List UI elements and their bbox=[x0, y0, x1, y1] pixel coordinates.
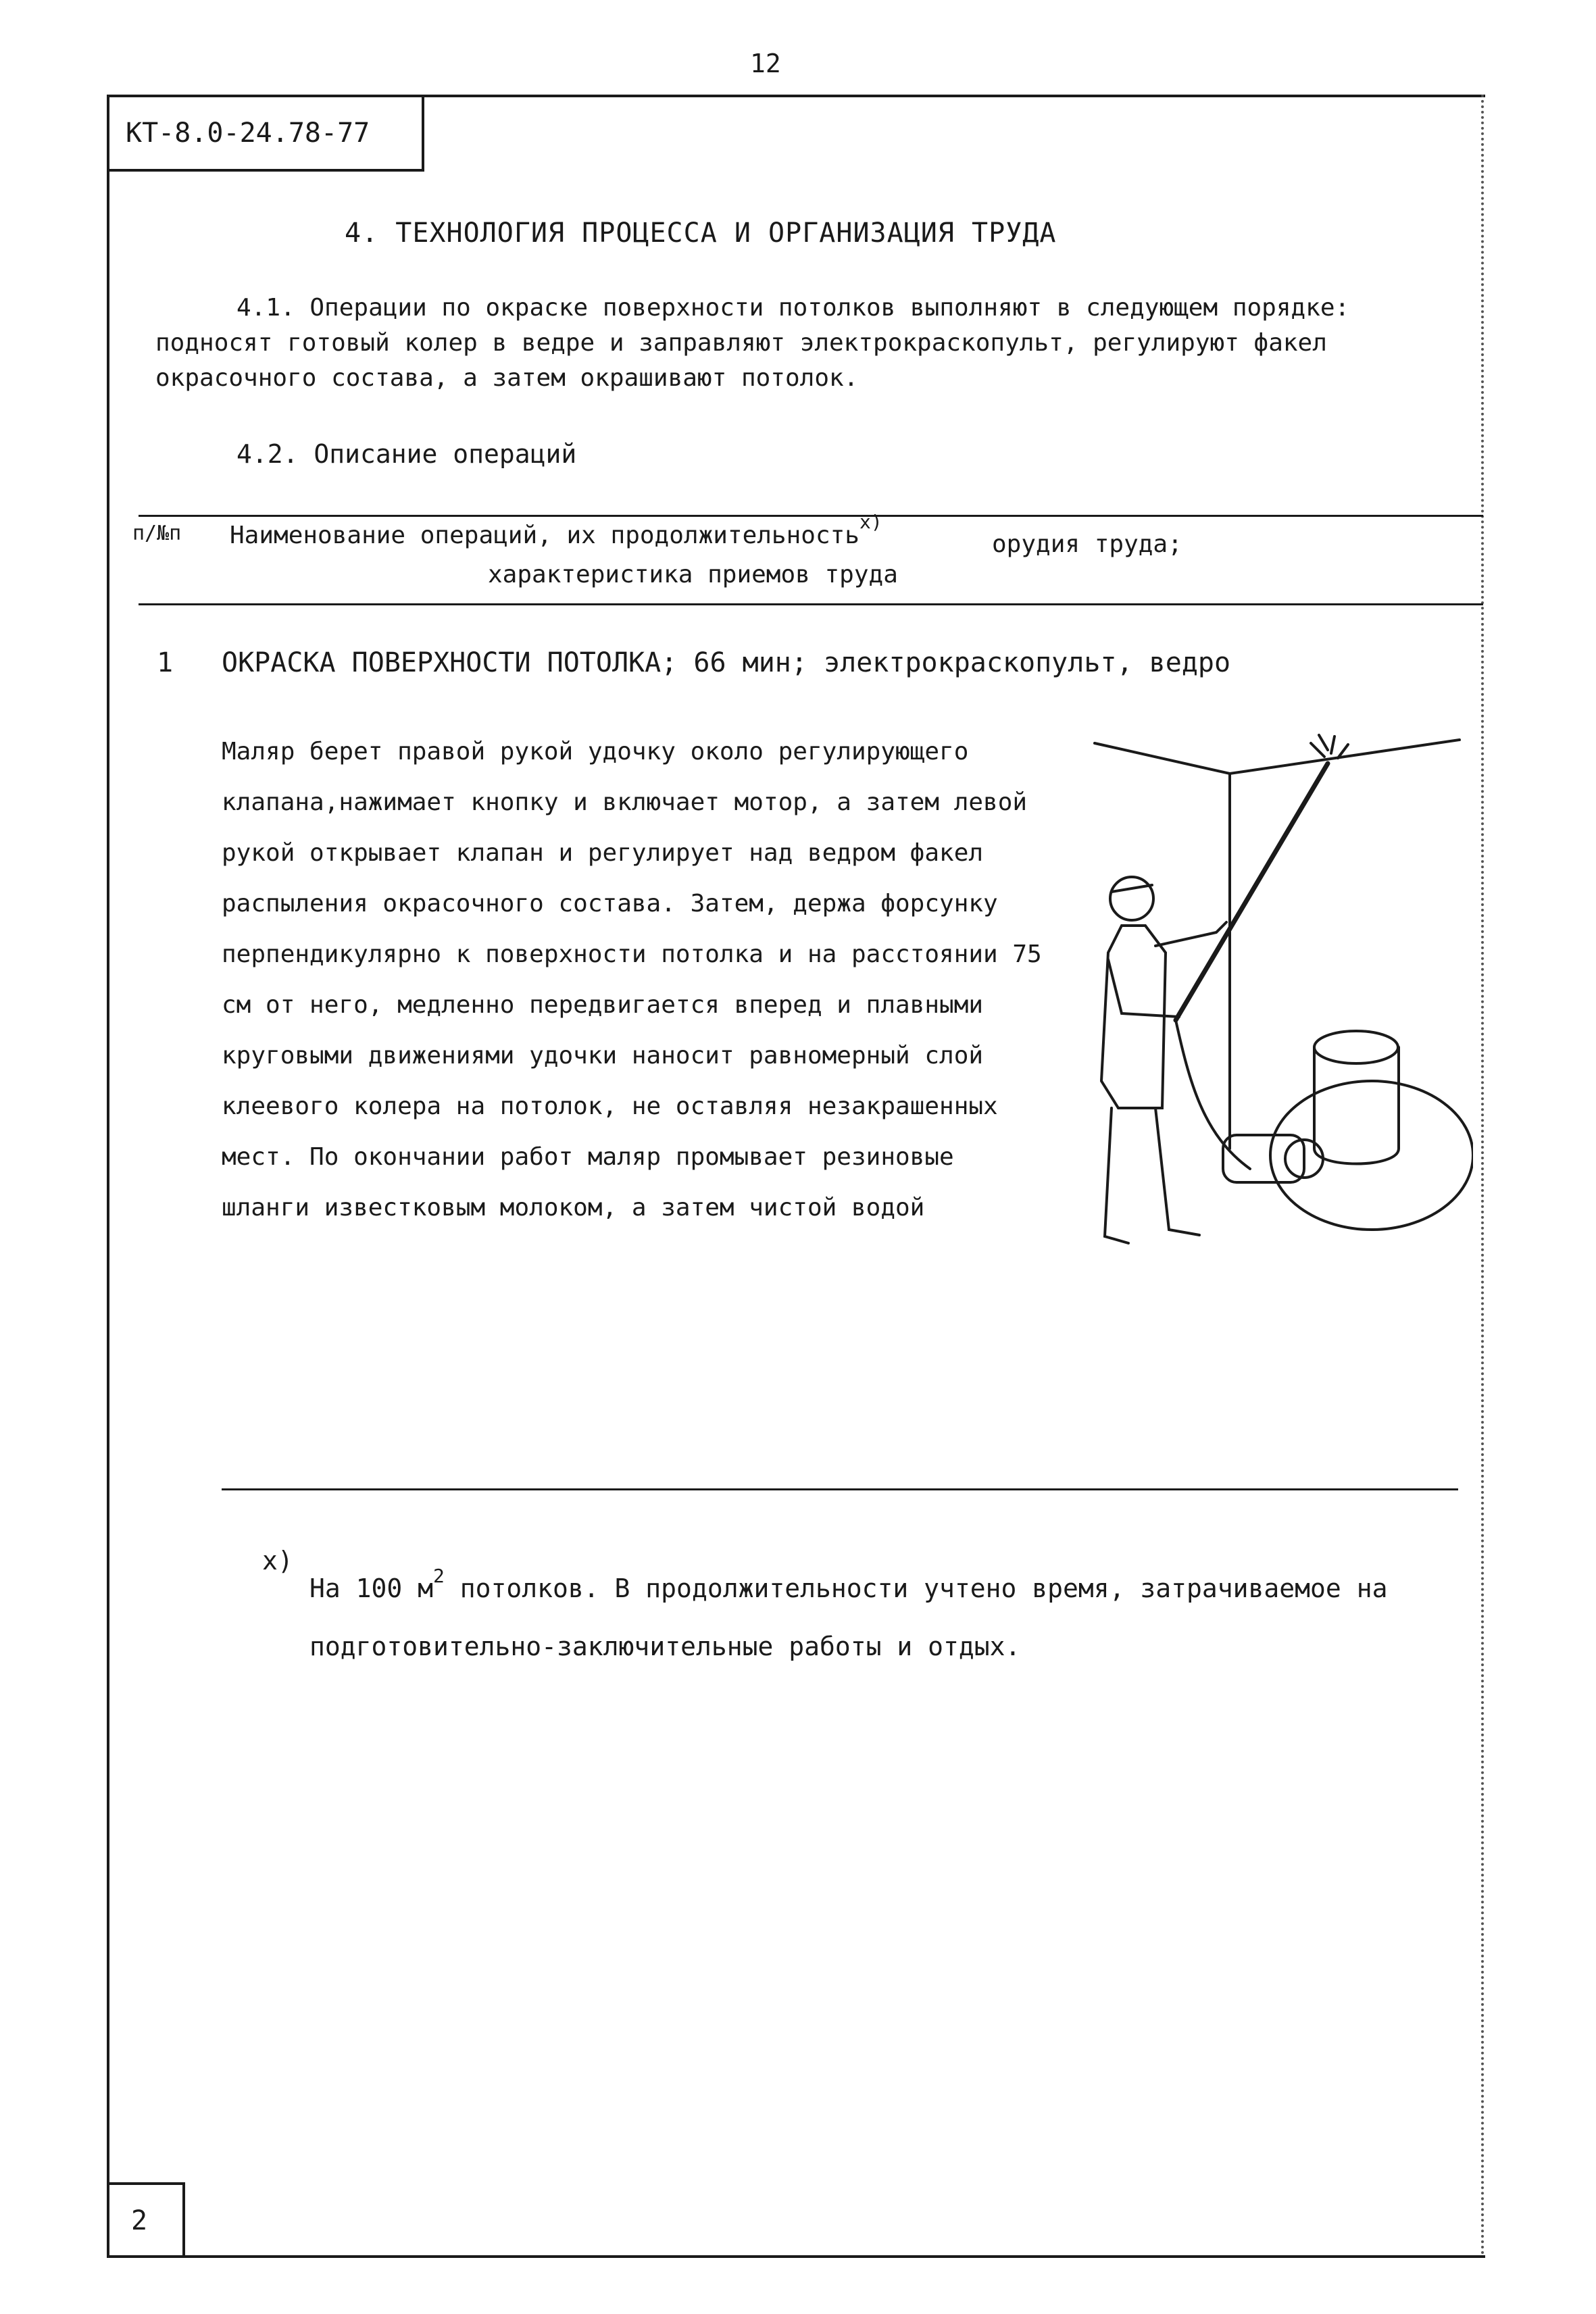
painter-left-arm bbox=[1108, 959, 1179, 1017]
operation-number: 1 bbox=[157, 647, 174, 678]
footnote-text bbox=[309, 1561, 1458, 1674]
document-code: КТ-8.0-24.78-77 bbox=[107, 95, 424, 172]
page-number: 12 bbox=[750, 49, 781, 78]
painter-head bbox=[1110, 877, 1153, 920]
table-header-line2: характеристика приемов труда bbox=[488, 561, 898, 588]
painter-right-leg bbox=[1155, 1108, 1199, 1235]
bucket-rim bbox=[1314, 1031, 1398, 1063]
footnote-text-before: На 100 м bbox=[309, 1574, 434, 1603]
frame-right-border bbox=[1481, 95, 1484, 2257]
footnote-superscript: 2 bbox=[433, 1565, 445, 1587]
frame-left-border bbox=[107, 95, 109, 2257]
table-top-rule bbox=[139, 515, 1483, 517]
table-header-number: п/№п bbox=[132, 522, 182, 545]
spray-wand bbox=[1176, 763, 1328, 1020]
frame-bottom-border bbox=[107, 2255, 1485, 2258]
footnote-mark: х) bbox=[262, 1546, 293, 1576]
sheet-number: 2 bbox=[107, 2182, 185, 2258]
operation-description: Маляр берет правой рукой удочку около регулирующего клапана,нажимает кнопку и включает мотор, а затем левой рукой открывает клапан и регулирует над ведром факел распыления окрасочного состава. Затем, держа форсунку перпендикулярно к поверхности потолка и на расстоянии 75 см от него, медленно передвигается вперед и плавными круговыми движениями удочки наносит равномерный слой клеевого колера на потолок, не оставляя незакрашенных мест. По окончании работ маляр промывает резиновые шланги известковым молоком, а затем чистой водой bbox=[222, 738, 1042, 1222]
table-header-operations bbox=[230, 511, 882, 549]
painter-torso bbox=[1101, 926, 1166, 1108]
floor-hose-loop bbox=[1270, 1081, 1473, 1230]
spray-mist bbox=[1311, 735, 1348, 758]
header-main-text: Наименование операций, их продолжительность bbox=[230, 522, 859, 549]
hose-line bbox=[1176, 1020, 1250, 1169]
header-footnote-mark: х) bbox=[859, 511, 882, 533]
painter-left-leg bbox=[1105, 1108, 1128, 1243]
paragraph-4-2: 4.2. Описание операций bbox=[236, 439, 577, 469]
painter-goggles bbox=[1112, 885, 1152, 892]
painter-right-arm bbox=[1155, 922, 1226, 946]
table-header-tools: орудия труда; bbox=[992, 530, 1182, 558]
ceiling-edge bbox=[1095, 740, 1460, 774]
operation-title: ОКРАСКА ПОВЕРХНОСТИ ПОТОЛКА; 66 мин; электрокраскопульт, ведро bbox=[222, 647, 1231, 678]
painter-spraying-ceiling-illustration bbox=[1081, 730, 1473, 1270]
footnote-text-after: потолков. В продолжительности учтено время, затрачиваемое на подготовительно-заключительные работы и отдых. bbox=[309, 1574, 1388, 1661]
footnote-separator bbox=[222, 1488, 1458, 1490]
section-title: 4. ТЕХНОЛОГИЯ ПРОЦЕССА И ОРГАНИЗАЦИЯ ТРУДА bbox=[345, 218, 1057, 249]
paragraph-4-1: 4.1. Операции по окраске поверхности потолков выполняют в следующем порядке: подносят готовый колер в ведре и заправляют электрокраскопульт, регулируют факел окрасочного состава, а затем окрашивают потолок. bbox=[155, 294, 1350, 392]
motor-pump bbox=[1223, 1135, 1304, 1182]
table-header-rule bbox=[139, 603, 1483, 605]
